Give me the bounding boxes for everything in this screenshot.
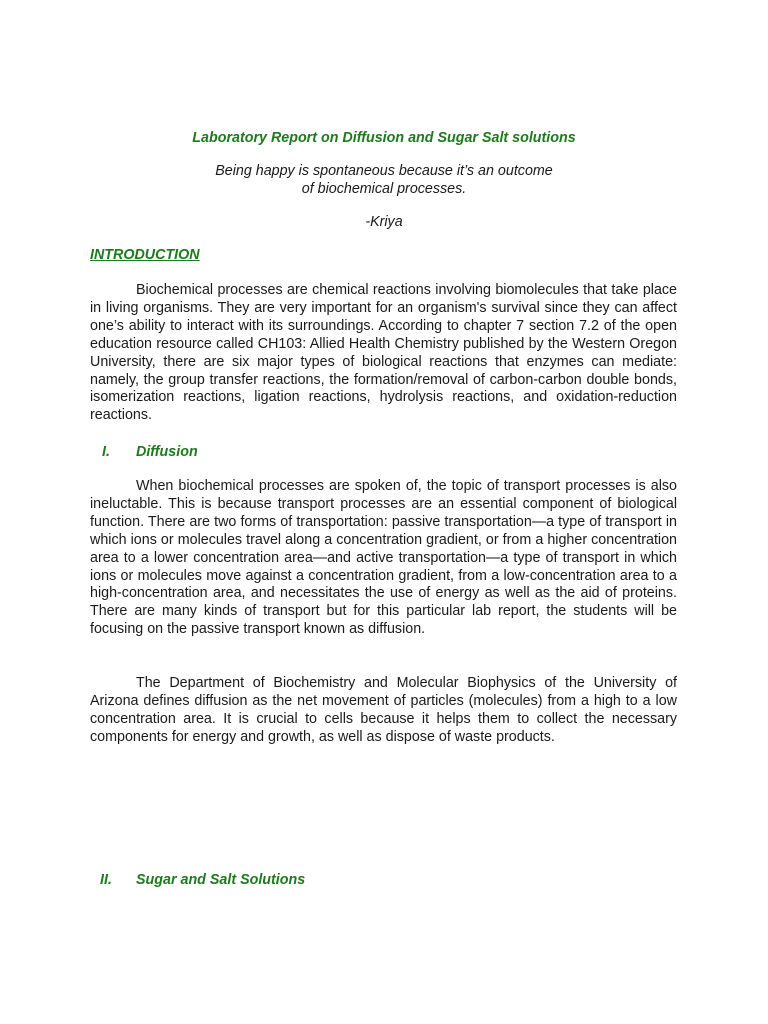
section-title: Sugar and Salt Solutions — [136, 872, 306, 888]
introduction-heading: INTRODUCTION — [90, 247, 200, 263]
epigraph-line-2: of biochemical processes. — [301, 181, 467, 197]
section-heading-sugar-salt — [90, 871, 305, 889]
epigraph-line-1: Being happy is spontaneous because it’s an outcome — [215, 163, 553, 179]
diffusion-paragraph-2: The Department of Biochemistry and Molecular Biophysics of the University of Arizona defines diffusion as the net movement of particles (molecules) from a high to a low concentration area. It is crucial to cells because it helps them to collect the necessary components for energy and growth, as well as dispose of waste products. — [90, 675, 677, 745]
introduction-paragraph: Biochemical processes are chemical reactions involving biomolecules that take place in living organisms. They are very important for an organism's survival since they can affect one’s ability to interact with its surroundings. According to chapter 7 section 7.2 of the open education resource called CH103: Allied Health Chemistry published by the Western Oregon University, there are six major types of biological reactions that enzymes can mediate: namely, the group transfer reactions, the formation/removal of carbon-carbon double bonds, isomerization reactions, ligation reactions, hydrolysis reactions, and oxidation-reduction reactions. — [90, 282, 677, 424]
diffusion-paragraph-1: When biochemical processes are spoken of, the topic of transport processes is also ineluctable. This is because transport processes are an essential component of biological function. There are two forms of transportation: passive transportation—a type of transport in which ions or molecules travel along a concentration gradient, or from a higher concentration area to a lower concentration area—and active transportation—a type of transport in which ions or molecules move against a concentration gradient, from a low-concentration area to a high-concentration area, and necessitates the use of energy as well as the aid of proteins. There are many kinds of transport but for this particular lab report, the students will be focusing on the passive transport known as diffusion. — [90, 478, 677, 638]
section-title: Diffusion — [136, 444, 198, 460]
epigraph-author: -Kriya — [365, 214, 403, 230]
report-title: Laboratory Report on Diffusion and Sugar Salt solutions — [192, 130, 576, 146]
section-heading-diffusion — [90, 443, 198, 461]
section-numeral: I. — [102, 444, 110, 460]
section-numeral: II. — [100, 872, 112, 888]
